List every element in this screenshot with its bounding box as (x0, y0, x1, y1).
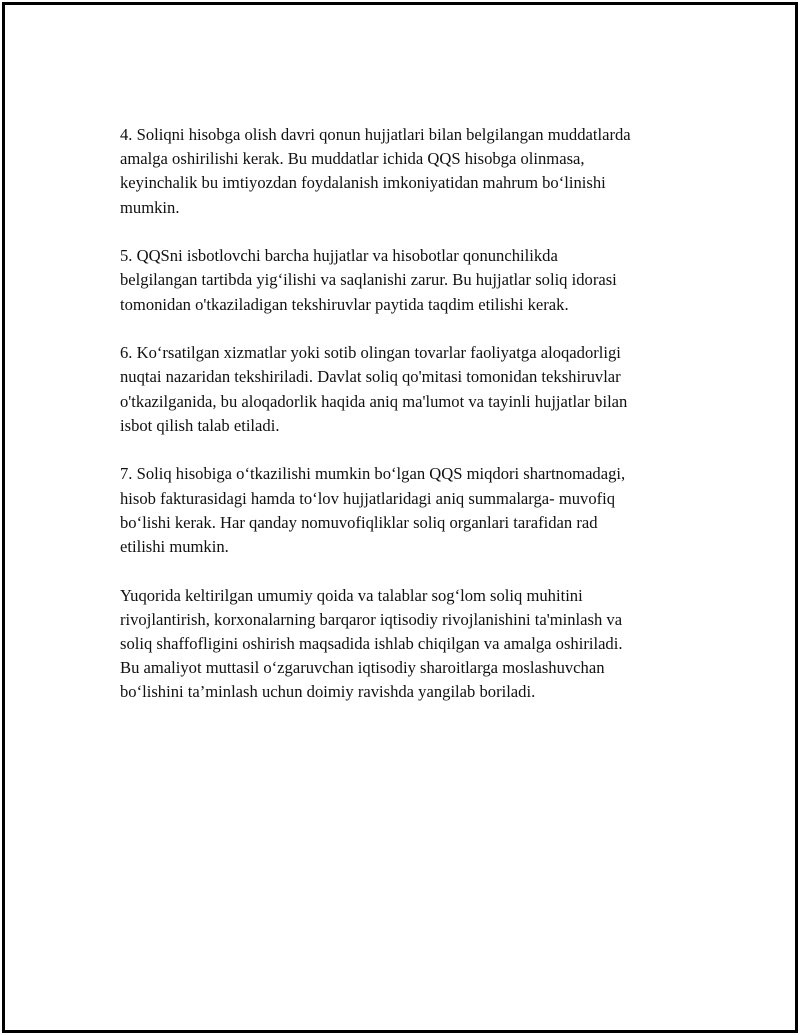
text-line: belgilangan tartibda yig‘ilishi va saqlanishi zarur. Bu hujjatlar soliq idorasi (120, 270, 617, 290)
text-line: hisob fakturasidagi hamda to‘lov hujjatlaridagi aniq summalarga- muvofiq (120, 488, 616, 508)
text-line: 6. Ko‘rsatilgan xizmatlar yoki sotib olingan tovarlar faoliyatga aloqadorligi (120, 343, 621, 363)
text-line: Yuqorida keltirilgan umumiy qoida va talablar sog‘lom soliq muhitini (120, 585, 583, 605)
paragraph-6 (120, 341, 695, 438)
document-body (120, 123, 695, 729)
paragraph-5 (120, 244, 695, 317)
paragraph-7 (120, 462, 695, 559)
text-line: etilishi mumkin. (120, 537, 229, 557)
text-line: Bu amaliyot muttasil o‘zgaruvchan iqtisodiy sharoitlarga moslashuvchan (120, 658, 605, 678)
text-line: o'tkazilganida, bu aloqadorlik haqida aniq ma'lumot va tayinli hujjatlar bilan (120, 391, 628, 411)
text-line: keyinchalik bu imtiyozdan foydalanish imkoniyatidan mahrum bo‘linishi (120, 173, 606, 193)
text-line: 7. Soliq hisobiga o‘tkazilishi mumkin bo‘lgan QQS miqdori shartnomadagi, (120, 464, 626, 484)
text-line: nuqtai nazaridan tekshiriladi. Davlat soliq qo'mitasi tomonidan tekshiruvlar (120, 367, 621, 387)
text-line: bo‘lishini ta’minlash uchun doimiy ravishda yangilab boriladi. (120, 682, 536, 702)
paragraph-conclusion (120, 584, 695, 705)
document-page (2, 2, 798, 1033)
text-line: bo‘lishi kerak. Har qanday nomuvofiqliklar soliq organlari tarafidan rad (120, 512, 598, 532)
text-line: rivojlantirish, korxonalarning barqaror iqtisodiy rivojlanishini ta'minlash va (120, 609, 623, 629)
paragraph-4 (120, 123, 695, 220)
text-line: 5. QQSni isbotlovchi barcha hujjatlar va hisobotlar qonunchilikda (120, 246, 558, 266)
text-line: tomonidan o'tkaziladigan tekshiruvlar paytida taqdim etilishi kerak. (120, 294, 569, 314)
text-line: mumkin. (120, 197, 180, 217)
text-line: 4. Soliqni hisobga olish davri qonun hujjatlari bilan belgilangan muddatlarda (120, 125, 631, 144)
text-line: amalga oshirilishi kerak. Bu muddatlar ichida QQS hisobga olinmasa, (120, 149, 585, 169)
text-line: soliq shaffofligini oshirish maqsadida ishlab chiqilgan va amalga oshiriladi. (120, 634, 623, 654)
text-line: isbot qilish talab etiladi. (120, 415, 280, 435)
